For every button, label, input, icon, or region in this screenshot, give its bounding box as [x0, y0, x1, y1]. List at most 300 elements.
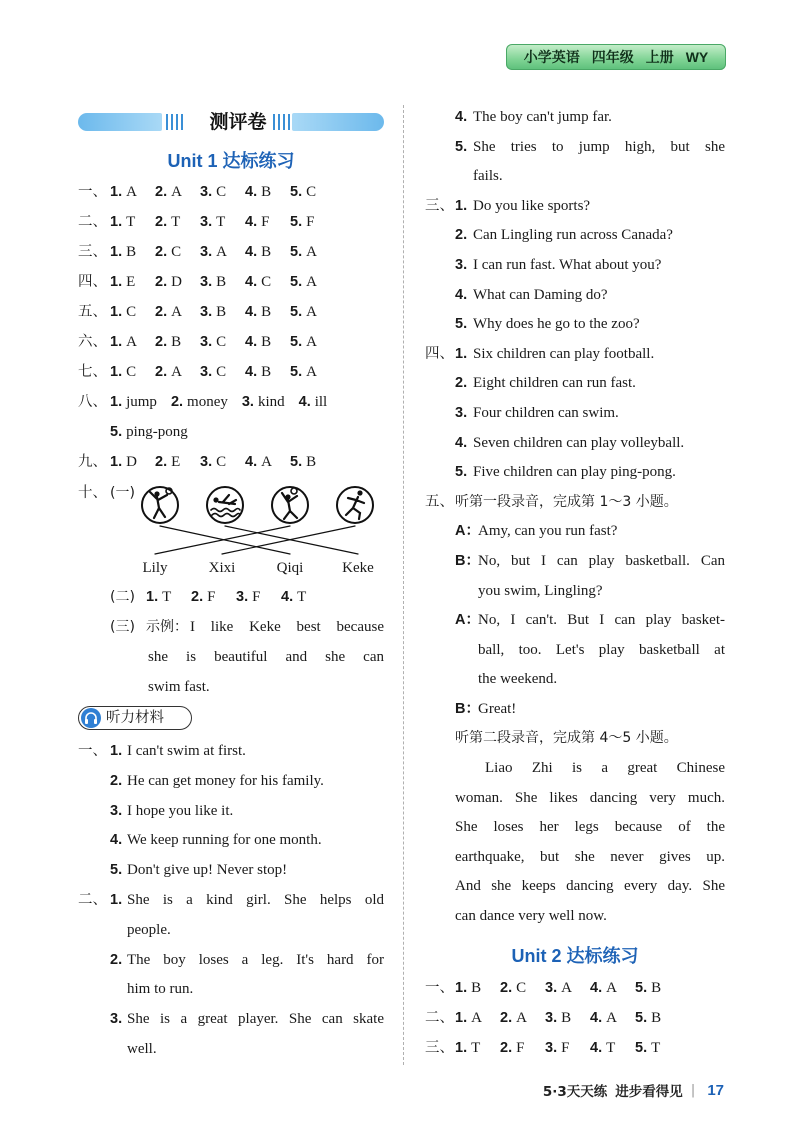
listening-title: 听力材料: [106, 710, 164, 726]
item-number: 3.: [545, 1040, 558, 1056]
banner-ticks-left: [166, 114, 184, 130]
item-answer: A: [471, 1010, 482, 1026]
item-number: 5.: [290, 454, 303, 470]
answer-item: [155, 177, 186, 207]
answer-row: [78, 297, 384, 327]
passage-text: Liao Zhi is a great Chinese: [485, 760, 725, 777]
item-number: 1.: [110, 214, 123, 230]
banner-title: 测评卷: [209, 111, 267, 133]
name-lily: Lily: [142, 560, 168, 576]
row-label: 三、: [78, 244, 107, 260]
list-item: [78, 886, 384, 916]
item-number: 5.: [635, 1040, 648, 1056]
row-label: 三、: [425, 1040, 454, 1056]
answer-item: [545, 1003, 576, 1033]
item-number: 4.: [245, 454, 258, 470]
item-number: 4.: [245, 334, 258, 350]
matching-diagram: [78, 478, 384, 558]
answer-item: [155, 327, 186, 357]
answer-item: [500, 1003, 531, 1033]
footer-slogan: 进步看得见: [615, 1084, 683, 1100]
answer-item: [110, 447, 141, 477]
answer-row: [78, 447, 384, 477]
item-number: 1.: [110, 454, 123, 470]
item-answer: A: [306, 364, 317, 380]
name-qiqi: Qiqi: [276, 560, 304, 576]
sample-answer-line: [78, 672, 384, 702]
item-number: 4.: [455, 434, 468, 451]
item-number: 3.: [200, 244, 213, 260]
section-intro: [425, 724, 725, 754]
list-item: [425, 133, 725, 163]
answer-row: [425, 1003, 725, 1033]
item-number: 5.: [635, 980, 648, 996]
footer-brand: 5·3天天练: [542, 1084, 608, 1100]
item-number: 2.: [155, 184, 168, 200]
item-number: 4.: [245, 214, 258, 230]
answer-item: [281, 582, 312, 612]
list-item: [78, 946, 384, 976]
item-text: I can run fast. What about you?: [473, 256, 662, 273]
item-number: 4.: [245, 244, 258, 260]
answer-item: [200, 177, 231, 207]
page-footer: [480, 1078, 724, 1102]
dialogue-line-continued: [425, 665, 725, 695]
passage-text: woman. She likes dancing very much.: [455, 789, 725, 806]
item-answer: C: [216, 454, 227, 470]
item-answer: B: [126, 244, 137, 260]
item-text: people.: [127, 921, 171, 938]
answer-item: [245, 357, 276, 387]
item-answer: C: [216, 334, 227, 350]
item-answer: F: [561, 1040, 570, 1056]
item-number: 4.: [590, 1040, 603, 1056]
row-label: 一、: [78, 184, 107, 200]
dialogue-text: No, but I can play basketball. Can: [478, 552, 725, 569]
item-number: 1.: [110, 394, 123, 410]
answer-item: [245, 207, 276, 237]
item-answer: C: [126, 304, 137, 320]
item-number: 2.: [155, 454, 168, 470]
item-answer: B: [261, 304, 272, 320]
item-number: 5.: [110, 424, 123, 440]
item-text: The boy loses a leg. It's hard for: [127, 951, 384, 968]
answer-item: [545, 973, 576, 1003]
item-answer: T: [471, 1040, 481, 1056]
item-text: Do you like sports?: [473, 197, 591, 214]
answer-item: [110, 237, 141, 267]
item-text: fails.: [473, 168, 503, 185]
answer-item: [110, 357, 141, 387]
headphones-icon: [81, 708, 101, 728]
dialogue-text: ball, too. Let's play basketball at: [478, 641, 725, 658]
item-text: well.: [127, 1040, 157, 1057]
item-answer: D: [171, 274, 182, 290]
item-number: 4.: [110, 832, 123, 849]
answer-item: [290, 207, 321, 237]
running-icon: [337, 487, 373, 523]
dialogue-line: [425, 517, 725, 547]
item-number: 5.: [290, 184, 303, 200]
answer-items: [110, 267, 335, 297]
dialogue-text: the weekend.: [478, 671, 558, 688]
list-item: [425, 399, 725, 429]
answer-items: [110, 447, 335, 477]
item-number: 3.: [455, 404, 468, 421]
item-number: 2.: [110, 772, 123, 789]
answer-item: [500, 973, 531, 1003]
answer-item: [236, 582, 267, 612]
item-number: 2.: [155, 334, 168, 350]
banner-bar-right: [292, 113, 384, 131]
sub-label: (一): [110, 485, 135, 501]
item-number: 1.: [110, 274, 123, 290]
item-number: 1.: [455, 197, 468, 214]
match-line: [222, 526, 355, 554]
item-number: 3.: [545, 1010, 558, 1026]
item-number: 1.: [455, 1010, 468, 1026]
item-number: 3.: [200, 334, 213, 350]
answer-item: [590, 1033, 621, 1063]
item-number: 5.: [455, 464, 468, 481]
passage-line: [425, 784, 725, 814]
answer-item: [200, 207, 231, 237]
item-text: I can't swim at first.: [127, 743, 246, 759]
item-text: I hope you like it.: [127, 802, 234, 819]
unit1-answer-list: [78, 177, 384, 477]
item-answer: B: [216, 274, 227, 290]
section-intro: [425, 488, 725, 518]
term-label: 上册: [645, 50, 674, 66]
item-number: 4.: [455, 109, 468, 125]
item-answer: A: [306, 274, 317, 290]
grade-label: 四年级: [591, 50, 634, 66]
item-answer: A: [171, 304, 182, 320]
passage-text: And she keeps dancing every day. She: [455, 878, 725, 895]
answer-row: [78, 417, 384, 447]
item-number: 1.: [110, 334, 123, 350]
item-answer: A: [516, 1010, 527, 1026]
answer-items: [146, 582, 326, 612]
item-answer: B: [261, 364, 272, 380]
dialogue-line: [425, 547, 725, 577]
name-xixi: Xixi: [208, 560, 236, 576]
list-item: [425, 221, 725, 251]
item-text: Five children can play ping-pong.: [473, 464, 676, 481]
dialogue-line: [425, 606, 725, 636]
answer-item: [155, 357, 186, 387]
answer-item: [191, 582, 222, 612]
swimming-icon: [207, 487, 243, 523]
item-number: 5.: [110, 862, 123, 879]
item-number: 2.: [500, 980, 513, 996]
list-item-continued: [78, 975, 384, 1005]
answer-item: [200, 447, 231, 477]
answer-row: [425, 973, 725, 1003]
answer-items: [455, 1033, 680, 1063]
item-number: 5.: [455, 316, 468, 333]
answer-row: [78, 237, 384, 267]
list-item: [425, 369, 725, 399]
row-label: 一、: [425, 980, 454, 996]
answer-item: [155, 237, 186, 267]
list-item: [78, 1005, 384, 1035]
section-label: 三、: [425, 197, 454, 214]
list-item: [78, 737, 384, 767]
item-number: 3.: [110, 802, 123, 819]
row-label: 二、: [78, 214, 107, 230]
dialogue-line-continued: [425, 577, 725, 607]
answer-item: [455, 1033, 486, 1063]
item-number: 4.: [245, 304, 258, 320]
item-answer: ill: [314, 394, 328, 410]
list-item-continued: [425, 162, 725, 192]
answer-item: [290, 267, 321, 297]
row-label: 五、: [78, 304, 107, 320]
subject-label: 小学英语: [523, 50, 580, 66]
answer-item: [635, 1033, 666, 1063]
item-number: 4.: [298, 394, 311, 410]
answer-item: [290, 357, 321, 387]
item-number: 1.: [455, 345, 468, 362]
passage-line: [425, 813, 725, 843]
answer-row: [78, 327, 384, 357]
answer-item: [200, 267, 231, 297]
item-number: 1.: [455, 1040, 468, 1056]
answer-item: [500, 1033, 531, 1063]
banner-bar-left: [78, 113, 162, 131]
item-answer: F: [306, 214, 315, 230]
sample-prefix: 示例：: [146, 619, 188, 635]
answer-items: [110, 387, 344, 417]
answer-item: [455, 973, 486, 1003]
list-item: [78, 826, 384, 856]
item-answer: C: [216, 364, 227, 380]
unit2-title: Unit 2 达标练习: [511, 946, 639, 966]
item-number: 4.: [590, 980, 603, 996]
row-label: 十、: [78, 485, 107, 501]
answer-item: [155, 447, 186, 477]
item-answer: B: [561, 1010, 572, 1026]
passage-text: can dance very well now.: [455, 908, 607, 925]
item-number: 3.: [545, 980, 558, 996]
speaker-label: B：: [455, 700, 480, 717]
item-answer: E: [171, 454, 181, 470]
sample-text: I like Keke best because: [190, 619, 384, 635]
answer-item: [200, 237, 231, 267]
item-number: 1.: [110, 743, 123, 759]
item-answer: B: [651, 980, 662, 996]
page-number: 17: [707, 1081, 724, 1099]
passage-text: earthquake, but she never gives up.: [455, 848, 725, 865]
list-item-continued: [78, 1035, 384, 1065]
item-number: 1.: [110, 304, 123, 320]
speaker-label: A：: [455, 523, 480, 540]
answer-item: [110, 177, 141, 207]
item-answer: B: [651, 1010, 662, 1026]
dialogue-text: Great!: [478, 700, 517, 717]
sample-text: swim fast.: [148, 679, 210, 695]
passage-line: [425, 872, 725, 902]
answer-items: [110, 417, 202, 447]
dialogue-line: [425, 695, 725, 725]
answer-item: [590, 1003, 621, 1033]
answer-row: [78, 207, 384, 237]
item-number: 5.: [290, 274, 303, 290]
answer-item: [290, 327, 321, 357]
item-answer: B: [261, 244, 272, 260]
answer-item: [110, 267, 141, 297]
basketball-icon: [142, 487, 178, 523]
item-number: 5.: [290, 364, 303, 380]
test-banner: [78, 110, 384, 134]
item-number: 2.: [155, 274, 168, 290]
answer-items: [110, 357, 335, 387]
item-number: 3.: [200, 184, 213, 200]
item-answer: B: [216, 304, 227, 320]
item-answer: A: [306, 244, 317, 260]
item-answer: F: [516, 1040, 525, 1056]
item-text: She tries to jump high, but she: [473, 138, 725, 155]
answer-item: [290, 297, 321, 327]
answer-row: [78, 267, 384, 297]
item-answer: E: [126, 274, 136, 290]
dialogue-text: No, I can't. But I can play basket-: [478, 612, 725, 629]
list-item: [425, 103, 725, 133]
item-number: 2.: [170, 394, 184, 410]
item-answer: A: [306, 334, 317, 350]
speaker-label: A：: [455, 612, 480, 629]
answer-item: [635, 1003, 666, 1033]
sub-label: (三): [110, 619, 135, 635]
item-number: 2.: [155, 214, 168, 230]
sample-answer-line: [78, 642, 384, 672]
footer-separator: |: [690, 1082, 696, 1098]
item-answer: money: [187, 394, 228, 410]
answer-item: [200, 327, 231, 357]
answer-row: [425, 1033, 725, 1063]
answer-items: [110, 237, 335, 267]
item-answer: A: [606, 1010, 617, 1026]
passage-text: She loses her legs because of the: [455, 819, 725, 836]
unit1-title: Unit 1 达标练习: [167, 151, 295, 171]
item-text: She is a great player. She can skate: [127, 1011, 384, 1028]
item-text: Four children can swim.: [473, 404, 619, 421]
item-answer: B: [471, 980, 482, 996]
passage-line: [425, 843, 725, 873]
answer-row: [78, 357, 384, 387]
item-number: 3.: [200, 214, 213, 230]
answer-item: [110, 417, 188, 447]
item-number: 2.: [455, 375, 468, 392]
item-number: 4.: [245, 364, 258, 380]
item-answer: A: [216, 244, 227, 260]
answer-item: [245, 327, 276, 357]
answer-item: [171, 387, 228, 417]
list-item: [78, 767, 384, 797]
item-number: 2.: [500, 1010, 513, 1026]
answer-item: [245, 237, 276, 267]
item-number: 3.: [200, 304, 213, 320]
item-answer: A: [126, 184, 137, 200]
item-answer: C: [216, 184, 227, 200]
item-text: Don't give up! Never stop!: [127, 862, 288, 879]
item-answer: F: [252, 589, 261, 605]
row-label: 二、: [425, 1010, 454, 1026]
item-number: 5.: [290, 334, 303, 350]
item-answer: A: [606, 980, 617, 996]
answer-item: [590, 973, 621, 1003]
answer-item: [290, 237, 321, 267]
item-number: 1.: [110, 184, 123, 200]
item-number: 4.: [245, 184, 258, 200]
item-number: 4.: [455, 286, 468, 303]
intro-text: 听第一段录音，完成第 1～3 小题。: [455, 493, 678, 510]
list-item-continued: [78, 916, 384, 946]
listening-left: [78, 737, 384, 1065]
match-line: [225, 526, 358, 554]
answer-items: [110, 297, 335, 327]
row-label: 四、: [78, 274, 107, 290]
edition-label: WY: [685, 49, 709, 65]
item-number: 4.: [590, 1010, 603, 1026]
listening-right: [425, 103, 725, 932]
item-number: 5.: [455, 138, 468, 155]
column-divider: [403, 105, 404, 1065]
answer-item: [299, 387, 330, 417]
item-answer: D: [126, 454, 137, 470]
item-answer: T: [171, 214, 181, 230]
answer-items: [110, 177, 335, 207]
item-answer: T: [216, 214, 226, 230]
item-text: The boy can't jump far.: [473, 109, 612, 125]
item-answer: kind: [257, 394, 285, 410]
item-number: 3.: [241, 394, 254, 410]
item-answer: B: [261, 184, 272, 200]
item-text: Six children can play football.: [473, 345, 655, 362]
item-answer: A: [306, 304, 317, 320]
speaker-label: B：: [455, 552, 480, 569]
item-number: 1.: [455, 980, 468, 996]
item-number: 3.: [455, 256, 468, 273]
answer-item: [290, 177, 321, 207]
answer-item: [635, 973, 666, 1003]
passage-line: [425, 902, 725, 932]
section-label: 四、: [425, 345, 454, 362]
list-item: [425, 310, 725, 340]
volleyball-icon: [272, 487, 308, 523]
q10-parts: [78, 582, 384, 702]
list-item: [425, 429, 725, 459]
row-label: 九、: [78, 454, 107, 470]
item-text: He can get money for his family.: [127, 772, 324, 789]
item-number: 5.: [290, 304, 303, 320]
sample-text: she is beautiful and she can: [148, 649, 384, 665]
item-answer: C: [126, 364, 137, 380]
item-number: 4.: [281, 589, 294, 605]
item-number: 1.: [110, 891, 123, 908]
item-number: 1.: [110, 364, 123, 380]
answer-item: [200, 357, 231, 387]
item-text: What can Daming do?: [473, 286, 608, 303]
item-number: 1.: [146, 589, 159, 605]
item-answer: B: [261, 334, 272, 350]
item-text: She is a kind girl. She helps old: [127, 891, 384, 908]
item-number: 1.: [110, 244, 123, 260]
list-item: [78, 856, 384, 886]
item-answer: C: [171, 244, 182, 260]
list-item: [425, 251, 725, 281]
